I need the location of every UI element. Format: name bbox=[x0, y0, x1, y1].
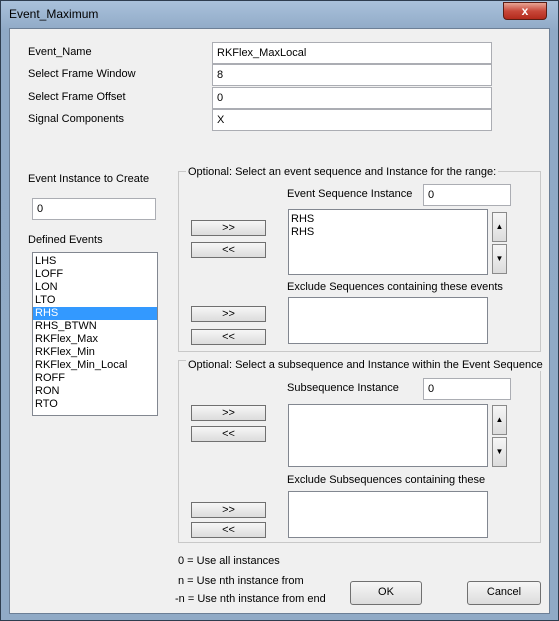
exclude-sequence-remove-button[interactable]: << bbox=[191, 329, 266, 345]
frame-window-label: Select Frame Window bbox=[28, 68, 136, 80]
down-arrow-icon: ▼ bbox=[495, 447, 504, 456]
event-name-field[interactable]: RKFlex_MaxLocal bbox=[212, 42, 492, 64]
sequence-group-title: Optional: Select an event sequence and Instance for the range: bbox=[188, 166, 497, 178]
defined-event-item[interactable]: LON bbox=[35, 281, 58, 293]
subsequence-scroll-down[interactable] bbox=[492, 437, 507, 467]
defined-events-list[interactable] bbox=[32, 252, 158, 416]
subsequence-scroll-up[interactable] bbox=[492, 405, 507, 435]
event-name-label: Event_Name bbox=[28, 46, 92, 58]
note-nth-instance: n = Use nth instance from bbox=[178, 575, 304, 587]
event-instance-label: Event Instance to Create bbox=[28, 173, 150, 185]
subsequence-instance-label: Subsequence Instance bbox=[287, 382, 399, 394]
close-icon: x bbox=[521, 4, 529, 18]
sequence-list[interactable] bbox=[288, 209, 488, 275]
subsequence-group-title: Optional: Select a subsequence and Instance within the Event Sequence bbox=[188, 359, 543, 371]
up-arrow-icon: ▲ bbox=[495, 415, 504, 424]
subsequence-remove-button[interactable]: << bbox=[191, 426, 266, 442]
exclude-subsequence-add-button[interactable]: >> bbox=[191, 502, 266, 518]
frame-window-field[interactable]: 8 bbox=[212, 64, 492, 86]
subsequence-list[interactable] bbox=[288, 404, 488, 467]
up-arrow-icon: ▲ bbox=[495, 222, 504, 231]
frame-offset-field[interactable]: 0 bbox=[212, 87, 492, 109]
defined-event-item[interactable]: LTO bbox=[35, 294, 56, 306]
exclude-sequences-label: Exclude Sequences containing these events bbox=[287, 281, 503, 293]
defined-event-item[interactable]: RKFlex_Min_Local bbox=[35, 359, 128, 371]
sequence-item[interactable]: RHS bbox=[291, 226, 315, 238]
window-title: Event_Maximum bbox=[9, 7, 99, 21]
exclude-subsequences-list[interactable] bbox=[288, 491, 488, 538]
close-button[interactable] bbox=[503, 2, 547, 20]
frame-offset-label: Select Frame Offset bbox=[28, 91, 126, 103]
sequence-instance-label: Event Sequence Instance bbox=[287, 188, 413, 200]
defined-event-item[interactable]: RTO bbox=[35, 398, 58, 410]
exclude-subsequence-remove-button[interactable]: << bbox=[191, 522, 266, 538]
defined-event-item[interactable]: LOFF bbox=[35, 268, 64, 280]
defined-events-label: Defined Events bbox=[28, 234, 103, 246]
defined-event-item[interactable]: RON bbox=[35, 385, 60, 397]
dialog-client bbox=[9, 28, 550, 614]
sequence-add-button[interactable]: >> bbox=[191, 220, 266, 236]
note-all-instances: 0 = Use all instances bbox=[178, 555, 280, 567]
signal-components-label: Signal Components bbox=[28, 113, 125, 125]
defined-event-item[interactable]: ROFF bbox=[35, 372, 65, 384]
defined-event-item[interactable]: LHS bbox=[35, 255, 57, 267]
exclude-sequences-list[interactable] bbox=[288, 297, 488, 344]
note-nth-from-end: -n = Use nth instance from end bbox=[175, 593, 326, 605]
defined-event-item[interactable]: RKFlex_Max bbox=[35, 333, 98, 345]
ok-button[interactable]: OK bbox=[350, 581, 422, 605]
cancel-button[interactable]: Cancel bbox=[467, 581, 541, 605]
down-arrow-icon: ▼ bbox=[495, 254, 504, 263]
sequence-scroll-up[interactable] bbox=[492, 212, 507, 242]
subsequence-add-button[interactable]: >> bbox=[191, 405, 266, 421]
exclude-sequence-add-button[interactable]: >> bbox=[191, 306, 266, 322]
sequence-scroll-down[interactable] bbox=[492, 244, 507, 274]
defined-event-item[interactable]: RHS bbox=[33, 307, 157, 320]
sequence-instance-field[interactable]: 0 bbox=[423, 184, 511, 206]
exclude-subsequences-label: Exclude Subsequences containing these bbox=[287, 474, 486, 486]
sequence-item[interactable]: RHS bbox=[291, 213, 315, 225]
event-instance-field[interactable]: 0 bbox=[32, 198, 156, 220]
defined-event-item[interactable]: RKFlex_Min bbox=[35, 346, 95, 358]
sequence-remove-button[interactable]: << bbox=[191, 242, 266, 258]
defined-event-item[interactable]: RHS_BTWN bbox=[35, 320, 97, 332]
subsequence-instance-field[interactable]: 0 bbox=[423, 378, 511, 400]
title-bar[interactable] bbox=[1, 1, 558, 27]
signal-components-field[interactable]: X bbox=[212, 109, 492, 131]
